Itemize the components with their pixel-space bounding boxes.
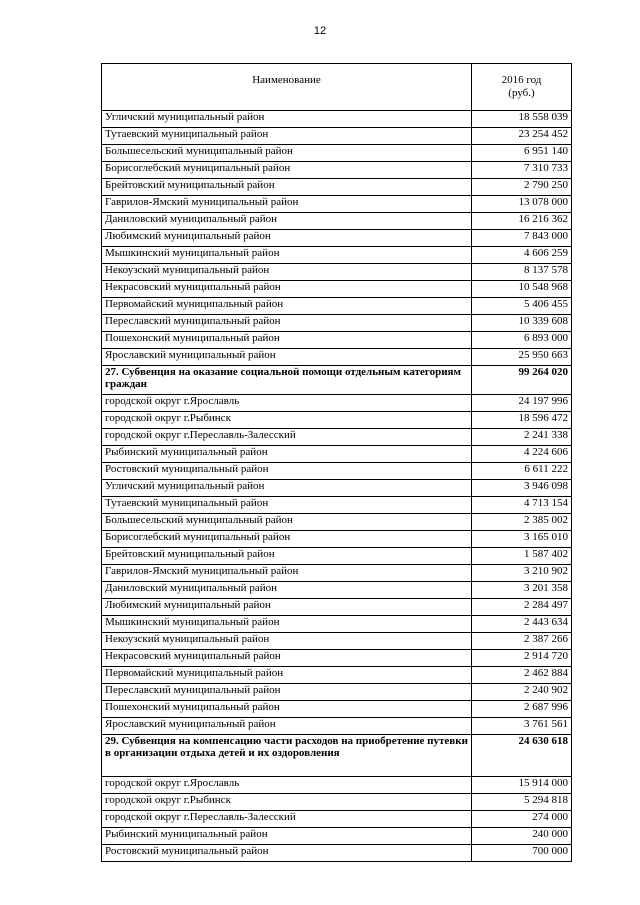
row-amount: 3 761 561 [472,718,572,735]
row-name: Ярославский муниципальный район [102,718,472,735]
table-row [102,497,572,514]
row-amount: 6 893 000 [472,332,572,349]
row-amount: 4 713 154 [472,497,572,514]
row-amount: 2 240 902 [472,684,572,701]
row-name: городской округ г.Рыбинск [102,794,472,811]
row-amount: 2 284 497 [472,599,572,616]
row-name: Угличский муниципальный район [102,111,472,128]
table-row [102,281,572,298]
row-amount: 18 596 472 [472,412,572,429]
row-amount: 13 078 000 [472,196,572,213]
section-amount: 24 630 618 [472,735,572,777]
header-year: 2016 год [501,74,542,86]
row-amount: 23 254 452 [472,128,572,145]
table-row [102,128,572,145]
row-amount: 2 914 720 [472,650,572,667]
row-name: Даниловский муниципальный район [102,213,472,230]
row-amount: 2 790 250 [472,179,572,196]
header-year-unit [472,64,572,111]
table-row [102,667,572,684]
row-amount: 10 548 968 [472,281,572,298]
row-amount: 16 216 362 [472,213,572,230]
table-row [102,429,572,446]
row-name: городской округ г.Ярославль [102,395,472,412]
row-amount: 3 210 902 [472,565,572,582]
row-amount: 4 606 259 [472,247,572,264]
row-name: Ростовский муниципальный район [102,463,472,480]
table-row [102,794,572,811]
row-name: Пошехонский муниципальный район [102,701,472,718]
page-number: 12 [313,25,327,37]
row-name: Некоузский муниципальный район [102,633,472,650]
row-name: Мышкинский муниципальный район [102,616,472,633]
header-name: Наименование [102,64,472,111]
row-name: Большесельский муниципальный район [102,145,472,162]
table-row [102,196,572,213]
table-row [102,213,572,230]
table-row [102,179,572,196]
row-name: Угличский муниципальный район [102,480,472,497]
table-row [102,531,572,548]
row-name: городской округ г.Переславль-Залесский [102,811,472,828]
row-name: городской округ г.Переславль-Залесский [102,429,472,446]
table-row [102,777,572,794]
row-amount: 3 201 358 [472,582,572,599]
row-amount: 24 197 996 [472,395,572,412]
table-row [102,828,572,845]
row-name: Переславский муниципальный район [102,315,472,332]
table-row [102,811,572,828]
row-amount: 5 294 818 [472,794,572,811]
row-name: Некрасовский муниципальный район [102,281,472,298]
row-amount: 15 914 000 [472,777,572,794]
section-title: 27. Субвенция на оказание социальной помощи отдельным категориям граждан [102,366,472,395]
table-row [102,463,572,480]
table-row [102,548,572,565]
row-amount: 2 385 002 [472,514,572,531]
table-row [102,247,572,264]
row-name: Борисоглебский муниципальный район [102,162,472,179]
table-row [102,684,572,701]
row-name: Ростовский муниципальный район [102,845,472,862]
row-name: Некоузский муниципальный район [102,264,472,281]
row-amount: 2 241 338 [472,429,572,446]
row-amount: 7 843 000 [472,230,572,247]
table-row [102,162,572,179]
row-name: Ярославский муниципальный район [102,349,472,366]
row-amount: 700 000 [472,845,572,862]
row-amount: 2 387 266 [472,633,572,650]
row-name: Пошехонский муниципальный район [102,332,472,349]
table-row [102,332,572,349]
table-row [102,582,572,599]
header-unit: (руб.) [508,87,535,99]
section-row [102,735,572,777]
row-amount: 10 339 608 [472,315,572,332]
row-amount: 6 611 222 [472,463,572,480]
row-amount: 3 165 010 [472,531,572,548]
table-row [102,514,572,531]
row-name: Рыбинский муниципальный район [102,828,472,845]
row-name: Рыбинский муниципальный район [102,446,472,463]
table-row [102,230,572,247]
row-name: Переславский муниципальный район [102,684,472,701]
row-amount: 5 406 455 [472,298,572,315]
row-amount: 240 000 [472,828,572,845]
table-row [102,111,572,128]
budget-table-body [102,64,572,862]
table-row [102,298,572,315]
row-amount: 274 000 [472,811,572,828]
row-amount: 2 443 634 [472,616,572,633]
row-amount: 6 951 140 [472,145,572,162]
table-row [102,616,572,633]
row-name: Борисоглебский муниципальный район [102,531,472,548]
row-name: Первомайский муниципальный район [102,298,472,315]
table-row [102,650,572,667]
table-row [102,845,572,862]
section-title: 29. Субвенция на компенсацию части расходов на приобретение путевки в организации отдыха детей и их оздоровления [102,735,472,777]
table-row [102,599,572,616]
row-amount: 25 950 663 [472,349,572,366]
table-row [102,446,572,463]
row-name: Первомайский муниципальный район [102,667,472,684]
row-name: Брейтовский муниципальный район [102,179,472,196]
row-amount: 1 587 402 [472,548,572,565]
row-amount: 4 224 606 [472,446,572,463]
section-row [102,366,572,395]
table-row [102,145,572,162]
row-name: Брейтовский муниципальный район [102,548,472,565]
row-name: Гаврилов-Ямский муниципальный район [102,565,472,582]
table-row [102,480,572,497]
row-name: Любимский муниципальный район [102,599,472,616]
section-amount: 99 264 020 [472,366,572,395]
row-name: Даниловский муниципальный район [102,582,472,599]
row-amount: 3 946 098 [472,480,572,497]
table-row [102,633,572,650]
table-row [102,412,572,429]
header-row [102,64,572,111]
row-amount: 2 687 996 [472,701,572,718]
row-name: городской округ г.Рыбинск [102,412,472,429]
budget-table [101,63,572,862]
row-amount: 2 462 884 [472,667,572,684]
table-row [102,701,572,718]
table-row [102,565,572,582]
row-amount: 8 137 578 [472,264,572,281]
row-name: Тутаевский муниципальный район [102,128,472,145]
row-name: Тутаевский муниципальный район [102,497,472,514]
row-amount: 7 310 733 [472,162,572,179]
table-row [102,395,572,412]
table-row [102,349,572,366]
table-row [102,264,572,281]
row-name: городской округ г.Ярославль [102,777,472,794]
row-name: Гаврилов-Ямский муниципальный район [102,196,472,213]
row-name: Мышкинский муниципальный район [102,247,472,264]
table-row [102,718,572,735]
row-name: Большесельский муниципальный район [102,514,472,531]
table-row [102,315,572,332]
row-name: Некрасовский муниципальный район [102,650,472,667]
row-name: Любимский муниципальный район [102,230,472,247]
row-amount: 18 558 039 [472,111,572,128]
